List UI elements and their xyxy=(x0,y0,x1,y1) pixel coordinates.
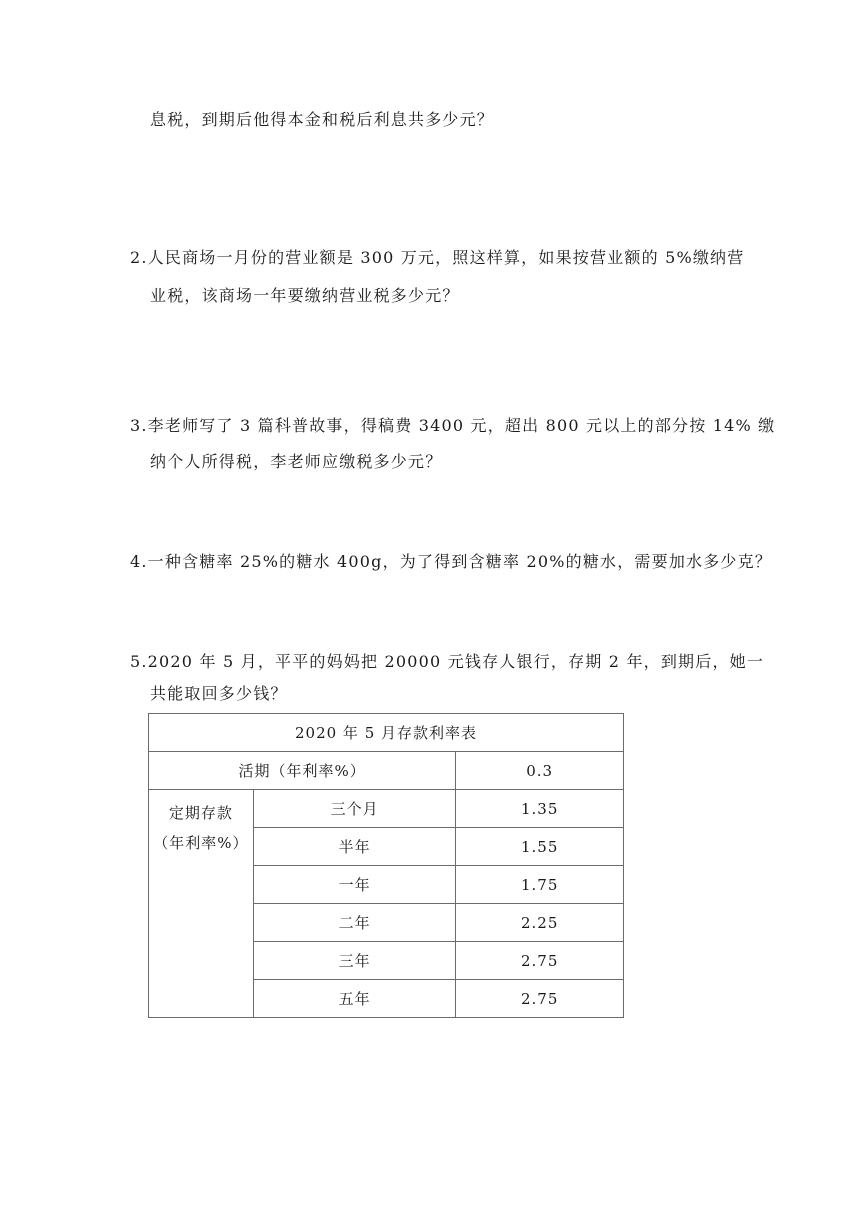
question-5-line-2: 共能取回多少钱？ xyxy=(150,684,288,703)
question-3-line-1 xyxy=(130,416,775,436)
question-number: 4. xyxy=(130,552,148,571)
question-text: 2020 年 5 月，平平的妈妈把 20000 元钱存人银行，存期 2 年，到期后，她一 xyxy=(147,652,765,671)
question-number: 2. xyxy=(130,248,148,267)
question-2-line-1 xyxy=(130,248,744,268)
rate-cell: 1.75 xyxy=(456,866,624,904)
demand-label: 活期（年利率%） xyxy=(149,752,456,790)
question-4-line-1 xyxy=(130,552,772,572)
question-text: 李老师写了 3 篇科普故事，得稿费 3400 元，超出 800 元以上的部分按 14% 缴 xyxy=(147,416,776,435)
fixed-deposit-label xyxy=(149,790,254,1018)
term-cell: 一年 xyxy=(253,866,456,904)
fixed-deposit-label-line-1: 定期存款 xyxy=(168,804,233,822)
term-cell: 五年 xyxy=(253,980,456,1018)
question-text: 一种含糖率 25%的糖水 400g，为了得到含糖率 20%的糖水，需要加水多少克？ xyxy=(147,552,773,571)
fixed-deposit-label-line-2: （年利率%） xyxy=(153,834,249,852)
question-number: 3. xyxy=(130,416,148,435)
question-text: 人民商场一月份的营业额是 300 万元，照这样算，如果按营业额的 5%缴纳营 xyxy=(147,248,745,267)
rate-cell: 2.25 xyxy=(456,904,624,942)
demand-rate-row xyxy=(149,752,624,790)
rate-cell: 2.75 xyxy=(456,980,624,1018)
term-cell: 三年 xyxy=(253,942,456,980)
question-2-line-2: 业税，该商场一年要缴纳营业税多少元？ xyxy=(150,286,460,305)
table-row xyxy=(149,790,624,828)
rate-cell: 2.75 xyxy=(456,942,624,980)
q1-continuation: 息税，到期后他得本金和税后利息共多少元？ xyxy=(150,110,495,129)
demand-rate: 0.3 xyxy=(456,752,624,790)
question-5-line-1 xyxy=(130,652,764,672)
rate-cell: 1.35 xyxy=(456,790,624,828)
question-3-line-2: 纳个人所得税，李老师应缴税多少元？ xyxy=(150,452,443,471)
interest-rate-table xyxy=(148,713,624,1018)
term-cell: 二年 xyxy=(253,904,456,942)
table-title: 2020 年 5 月存款利率表 xyxy=(149,714,624,752)
question-number: 5. xyxy=(130,652,148,671)
rate-cell: 1.55 xyxy=(456,828,624,866)
term-cell: 三个月 xyxy=(253,790,456,828)
term-cell: 半年 xyxy=(253,828,456,866)
table-title-row xyxy=(149,714,624,752)
